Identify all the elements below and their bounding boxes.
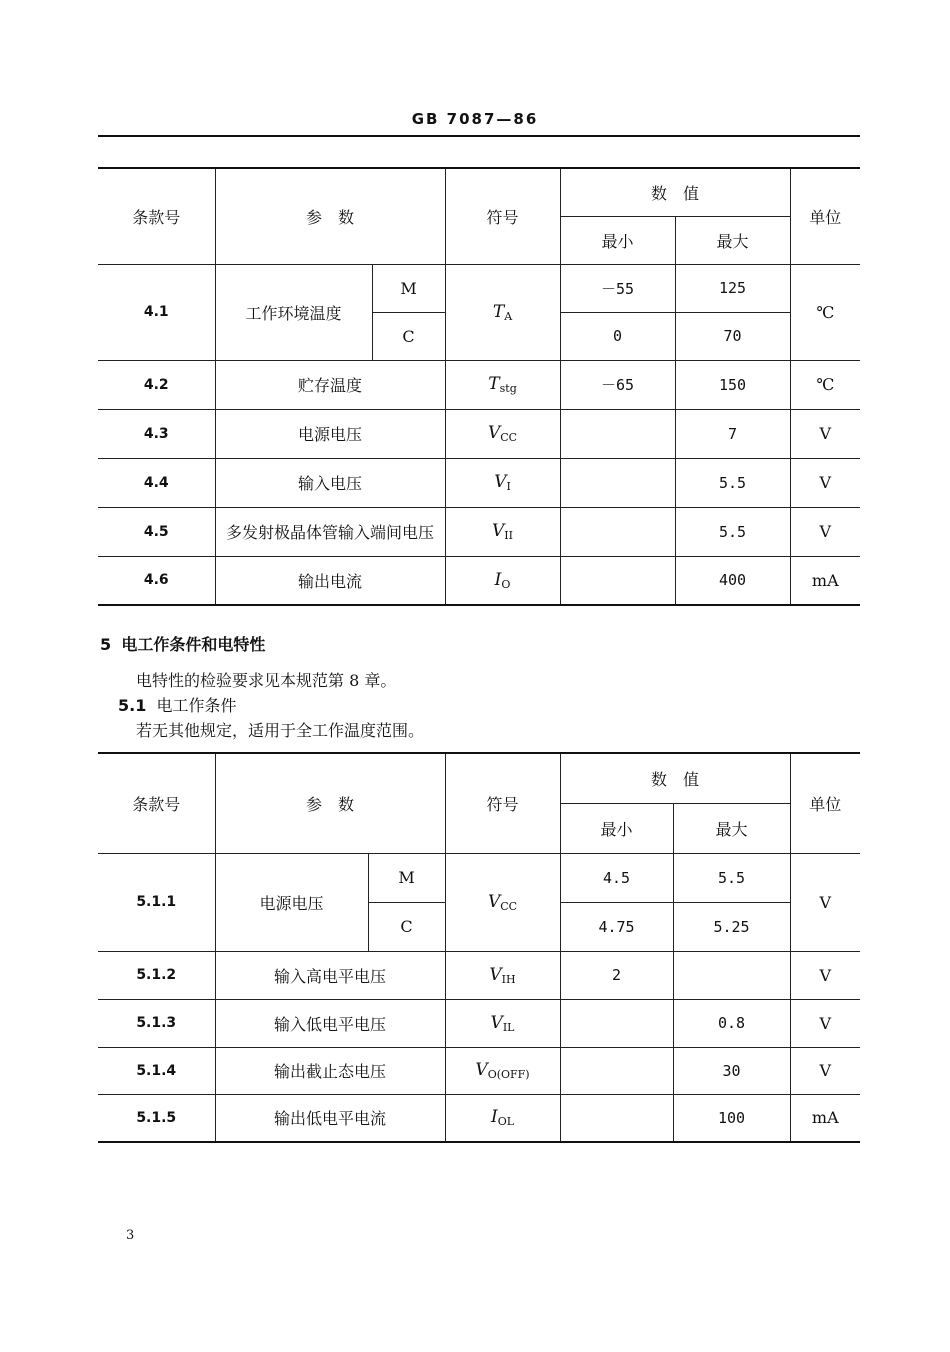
section-5-1-paragraph: 若无其他规定，适用于全工作温度范围。: [136, 721, 425, 740]
param-cell: 工作环境温度: [215, 264, 372, 360]
header-rule: [98, 135, 860, 137]
table-row: [98, 409, 860, 458]
clause-cell: 4.6: [98, 556, 215, 605]
table-row: [98, 1047, 860, 1094]
col-header-max: 最大: [673, 803, 790, 853]
col-header-unit: 单位: [790, 753, 860, 853]
grade-cell: M: [368, 853, 445, 902]
param-cell: 多发射极晶体管输入端间电压: [215, 507, 445, 556]
operating-conditions-table: [98, 752, 860, 1143]
param-cell: 贮存温度: [215, 360, 445, 409]
table-row: [98, 458, 860, 507]
col-header-value: 数 值: [560, 753, 790, 803]
min-cell: [560, 556, 675, 605]
param-cell: 输出电流: [215, 556, 445, 605]
col-header-param: 参 数: [215, 168, 445, 264]
unit-cell: V: [790, 507, 860, 556]
unit-cell: ℃: [790, 360, 860, 409]
param-cell: 输入电压: [215, 458, 445, 507]
absolute-max-ratings-table: [98, 167, 860, 606]
clause-cell: 4.2: [98, 360, 215, 409]
max-cell: 150: [675, 360, 790, 409]
symbol-cell: $I_{OL}$: [445, 1094, 560, 1142]
col-header-symbol: 符号: [445, 753, 560, 853]
param-cell: 电源电压: [215, 853, 368, 951]
unit-cell: ℃: [790, 264, 860, 360]
col-header-value: 数 值: [560, 168, 790, 216]
col-header-clause: 条款号: [98, 753, 215, 853]
symbol-cell: $V_I$: [445, 458, 560, 507]
max-cell: 5.25: [673, 902, 790, 951]
max-cell: 70: [675, 312, 790, 360]
grade-cell: C: [368, 902, 445, 951]
max-cell: 30: [673, 1047, 790, 1094]
col-header-max: 最大: [675, 216, 790, 264]
min-cell: 2: [560, 951, 673, 999]
param-cell: 输入低电平电压: [215, 999, 445, 1047]
max-cell: 5.5: [675, 458, 790, 507]
symbol-cell: $T_{stg}$: [445, 360, 560, 409]
param-cell: 输出低电平电流: [215, 1094, 445, 1142]
clause-cell: 5.1.2: [98, 951, 215, 999]
table-row: [98, 999, 860, 1047]
min-cell: [560, 507, 675, 556]
max-cell: 400: [675, 556, 790, 605]
max-cell: 7: [675, 409, 790, 458]
table-row: [98, 507, 860, 556]
symbol-cell: $V_{O(OFF)}$: [445, 1047, 560, 1094]
min-cell: [560, 999, 673, 1047]
unit-cell: V: [790, 458, 860, 507]
unit-cell: V: [790, 999, 860, 1047]
min-cell: [560, 458, 675, 507]
clause-cell: 5.1.5: [98, 1094, 215, 1142]
clause-cell: 4.1: [98, 264, 215, 360]
min-cell: 4.5: [560, 853, 673, 902]
col-header-unit: 单位: [790, 168, 860, 264]
symbol-cell: $V_{II}$: [445, 507, 560, 556]
min-cell: [560, 1047, 673, 1094]
clause-cell: 4.4: [98, 458, 215, 507]
unit-cell: mA: [790, 556, 860, 605]
clause-cell: 4.3: [98, 409, 215, 458]
min-cell: [560, 409, 675, 458]
clause-cell: 5.1.1: [98, 853, 215, 951]
grade-cell: M: [372, 264, 445, 312]
min-cell: 4.75: [560, 902, 673, 951]
col-header-min: 最小: [560, 216, 675, 264]
table-row: [98, 556, 860, 605]
col-header-param: 参 数: [215, 753, 445, 853]
symbol-cell: $V_{CC}$: [445, 409, 560, 458]
max-cell: 5.5: [675, 507, 790, 556]
col-header-symbol: 符号: [445, 168, 560, 264]
table-row: [98, 1094, 860, 1142]
symbol-cell: $V_{IL}$: [445, 999, 560, 1047]
param-cell: 电源电压: [215, 409, 445, 458]
symbol-cell: $I_O$: [445, 556, 560, 605]
grade-cell: C: [372, 312, 445, 360]
max-cell: 125: [675, 264, 790, 312]
unit-cell: V: [790, 951, 860, 999]
section-5-heading: 5 电工作条件和电特性: [100, 635, 266, 654]
min-cell: －65: [560, 360, 675, 409]
param-cell: 输入高电平电压: [215, 951, 445, 999]
symbol-cell: $T_A$: [445, 264, 560, 360]
symbol-cell: $V_{CC}$: [445, 853, 560, 951]
min-cell: 0: [560, 312, 675, 360]
col-header-clause: 条款号: [98, 168, 215, 264]
clause-cell: 5.1.3: [98, 999, 215, 1047]
param-cell: 输出截止态电压: [215, 1047, 445, 1094]
unit-cell: mA: [790, 1094, 860, 1142]
max-cell: 100: [673, 1094, 790, 1142]
clause-cell: 5.1.4: [98, 1047, 215, 1094]
clause-cell: 4.5: [98, 507, 215, 556]
min-cell: [560, 1094, 673, 1142]
symbol-cell: $V_{IH}$: [445, 951, 560, 999]
unit-cell: V: [790, 409, 860, 458]
max-cell: [673, 951, 790, 999]
table-row: [98, 853, 860, 902]
table-row: [98, 264, 860, 312]
unit-cell: V: [790, 1047, 860, 1094]
max-cell: 5.5: [673, 853, 790, 902]
min-cell: －55: [560, 264, 675, 312]
table-row: [98, 951, 860, 999]
max-cell: 0.8: [673, 999, 790, 1047]
col-header-min: 最小: [560, 803, 673, 853]
section-5-1-heading: 5.1 电工作条件: [118, 696, 237, 715]
page-number: 3: [126, 1228, 135, 1243]
unit-cell: V: [790, 853, 860, 951]
section-5-paragraph: 电特性的检验要求见本规范第 8 章。: [136, 671, 397, 690]
table-row: [98, 360, 860, 409]
document-header: GB 7087—86: [411, 110, 539, 128]
